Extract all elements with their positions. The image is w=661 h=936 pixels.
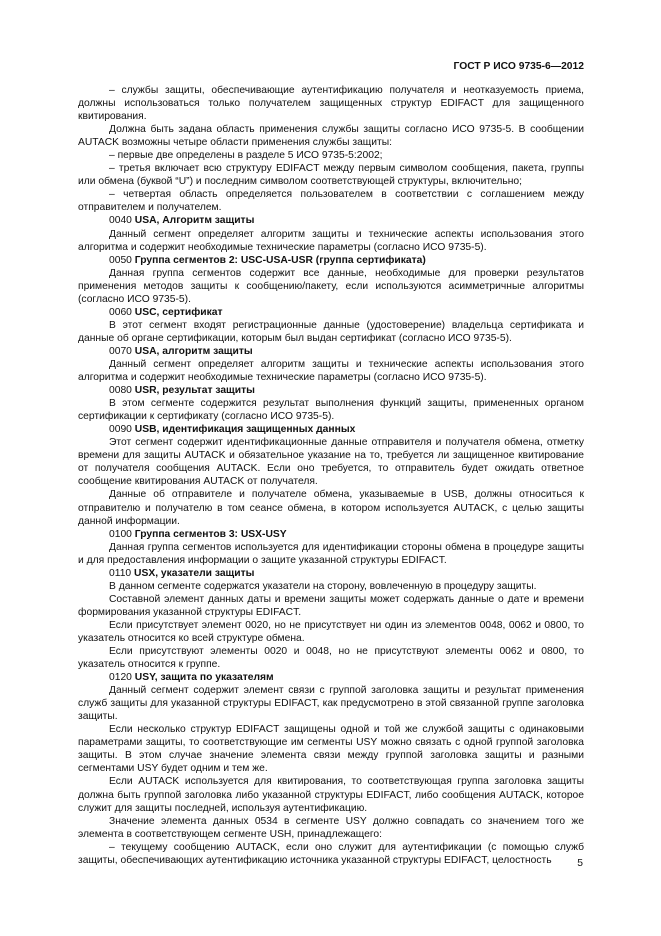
- section-number: 0060: [109, 306, 135, 318]
- paragraph: Этот сегмент содержит идентификационные данные отправителя и получателя обмена, отметку времени для защиты AUTACK и обязательное указание на то, требуется ли защищенное квитирование от получателя сообщения AUTACK. Если оно требуется, то отправитель будет ожидать ответное сообщение квитирования AUTACK от получателя.: [78, 437, 584, 488]
- paragraph: В данном сегменте содержатся указатели на сторону, вовлеченную в процедуру защиты.: [109, 580, 537, 592]
- section-title: USB, идентификация защищенных данных: [134, 424, 356, 436]
- paragraph: Если несколько структур EDIFACT защищены одной и той же службой защиты с одинаковыми параметрами защиты, то соответствующие им сегменты USY можно связать с одной группой заголовка защиты. В этом случае значение элемента связи между группой заголовка защиты и разными сегментами USY будет одним и тем же.: [78, 724, 584, 775]
- section-heading: [78, 423, 584, 436]
- section-number: 0110: [109, 567, 135, 579]
- page-header: ГОСТ Р ИСО 9735-6—2012: [453, 61, 584, 72]
- section-title: USA, алгоритм защиты: [134, 345, 253, 357]
- section-number: 0050: [109, 254, 135, 266]
- section-number: 0040: [109, 215, 135, 227]
- section-title: Группа сегментов 2: USC-USA-USR (группа сертификата): [134, 254, 426, 266]
- section-number: 0120: [109, 672, 135, 684]
- section-number: 0080: [109, 385, 135, 397]
- bullet-item: – четвертая область определяется пользователем в соответствии с соглашением между отправителем и получателем.: [78, 189, 584, 214]
- section-heading: [78, 384, 584, 397]
- paragraph: Данная группа сегментов содержит все данные, необходимые для проверки результатов применения методов защиты к сообщению/пакету, если используются асимметричные алгоритмы (согласно ИСО 9735-5).: [78, 267, 584, 305]
- paragraph: Должна быть задана область применения службы защиты согласно ИСО 9735-5. В сообщении AUTACK возможны четыре области применения службы защиты:: [78, 124, 584, 149]
- section-number: 0100: [109, 528, 135, 540]
- bullet-item: – первые две определены в разделе 5 ИСО 9735-5:2002;: [109, 150, 383, 162]
- paragraph: Данный сегмент определяет алгоритм защиты и технические аспекты использования этого алгоритма и содержит необходимые технические параметры (согласно ИСО 9735-5).: [78, 228, 584, 253]
- page-number: 5: [577, 858, 583, 869]
- section-heading: [78, 671, 584, 684]
- bullet-item: – третья включает всю структуру EDIFACT между первым символом сообщения, пакета, группы или обмена (буквой “U”) и последним символом соответствующей структуры, включительно;: [78, 163, 584, 188]
- paragraph: Данный сегмент содержит элемент связи с группой заголовка защиты и результат применения служб защиты для указанной структуры EDIFACT, как предусмотрено в этой связанной группе заголовка защиты.: [78, 685, 584, 723]
- section-heading: [78, 345, 584, 358]
- paragraph: Данный сегмент определяет алгоритм защиты и технические аспекты использования этого алгоритма и содержит необходимые технические параметры (согласно ИСО 9735-5).: [78, 358, 584, 384]
- paragraph: Данные об отправителе и получателе обмена, указываемые в USB, должны относиться к отправителю и получателю в том сеансе обмена, в котором используется AUTACK, с целью защиты данной информации.: [78, 489, 584, 527]
- paragraph: В этот сегмент входят регистрационные данные (удостоверение) владельца сертификата и данные об органе сертификации, которым был выдан сертификат (согласно ИСО 9735-5).: [78, 319, 584, 344]
- paragraph: Данная группа сегментов используется для идентификации стороны обмена в процедуре защиты и для предоставления информации о защите указанной структуры EDIFACT.: [78, 541, 584, 566]
- section-heading: [78, 567, 584, 580]
- section-title: USR, результат защиты: [134, 385, 255, 397]
- section-heading: [78, 214, 584, 227]
- bullet-item: – текущему сообщению AUTACK, если оно служит для аутентификации (с помощью служб защиты, обеспечивающих аутентификацию источника указанной структуры EDIFACT, целостность: [78, 841, 584, 866]
- section-heading: [78, 306, 584, 319]
- section-title: USC, сертификат: [134, 306, 223, 318]
- section-title: Группа сегментов 3: USX-USY: [134, 528, 287, 540]
- section-number: 0070: [109, 345, 135, 357]
- section-title: USX, указатели защиты: [134, 567, 255, 579]
- paragraph: Если присутствует элемент 0020, но не присутствует ни один из элементов 0048, 0062 и 0800, то указатель относится ко всей структуре обмена.: [78, 619, 584, 644]
- paragraph: Составной элемент данных даты и времени защиты может содержать данные о дате и времени формирования указанной структуры EDIFACT.: [78, 593, 584, 618]
- section-number: 0090: [109, 424, 135, 436]
- paragraph: В этом сегменте содержится результат выполнения функций защиты, примененных органом сертификации к сертификату (согласно ИСО 9735-5).: [78, 398, 584, 423]
- section-heading: [78, 528, 584, 541]
- section-title: USY, защита по указателям: [134, 672, 274, 684]
- bullet-item: – службы защиты, обеспечивающие аутентификацию получателя и неотказуемость приема, должны использоваться только получателем защищенных структур EDIFACT для защищенного квитирования.: [78, 85, 584, 123]
- paragraph: Если присутствуют элементы 0020 и 0048, но не присутствуют элементы 0062 и 0800, то указатель относится к группе.: [78, 646, 584, 671]
- paragraph: Если AUTACK используется для квитирования, то соответствующая группа заголовка защиты должна быть группой заголовка либо указанной структуры EDIFACT, либо сообщения AUTACK, которое служит для защиты последней, используя аутентификацию.: [78, 776, 584, 814]
- section-heading: [78, 254, 584, 267]
- section-title: USA, Алгоритм защиты: [134, 215, 255, 227]
- paragraph: Значение элемента данных 0534 в сегменте USY должно совпадать со значением того же элемента в соответствующем сегменте USH, принадлежащего:: [78, 815, 584, 840]
